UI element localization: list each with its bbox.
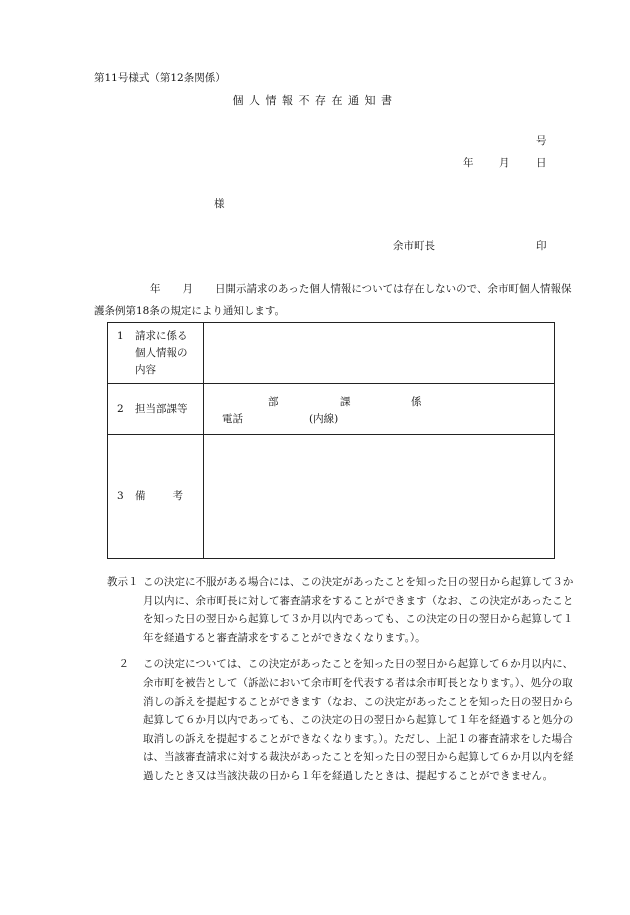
dept-extension: (内線): [309, 413, 339, 425]
instruction-1: [107, 573, 577, 647]
body-year-label: 年: [150, 283, 161, 295]
date-month-label: 月: [499, 157, 510, 169]
date-day-label: 日: [536, 157, 547, 169]
row1-label: 請求に係る個人情報の内容: [135, 329, 188, 376]
table-row-remarks: [108, 435, 555, 559]
table-row-request-content: [108, 323, 555, 384]
dept-phone: 電話: [222, 413, 243, 425]
sender-title: 余市町長: [393, 240, 435, 252]
dept-ka: 課: [340, 396, 351, 408]
document-title: 個人情報不存在通知書: [232, 94, 398, 107]
instruction-2: [107, 655, 577, 785]
instruction-2-text: この決定については、この決定があったことを知った日の翌日から起算して６か月以内に、余市町を被告として（訴訟において余市町を代表する者は余市町長となります。）、処分の取消しの訴えを提起することができます（なお、この決定があったことを知った日の翌日から起算して６か月以内であっても、この決定の日の翌日から起算して１年を経過すると処分の取消しの訴えを提起することができなくなります。）。ただし、上記１の審査請求をした場合は、当該審査請求に対する裁決があったことを知った日の翌日から起算して６か月以内を経過したとき又は当該決裁の日から１年を経過したときは、提起することができません。: [143, 658, 574, 782]
body-text: 日開示請求のあった個人情報については存在しないので、余市町個人情報保護条例第18条の規定により通知します。: [94, 283, 572, 317]
info-table: [107, 322, 555, 559]
body-month-label: 月: [182, 283, 193, 295]
department-fields: [204, 384, 554, 434]
instruction-1-head: 教示１: [107, 576, 139, 588]
date-year-label: 年: [463, 157, 474, 169]
instruction-1-text: この決定に不服がある場合には、この決定があったことを知った日の翌日から起算して３か月以内に、余市町長に対して審査請求をすることができます（なお、この決定があったことを知った日の翌日から起算して３か月以内であっても、この決定の日の翌日から起算して１年を経過すると審査請求をすることができなくなります。）。: [143, 576, 574, 644]
row3-label-a: 備: [135, 490, 146, 502]
table-row-department: [108, 384, 555, 435]
row1-number: 1: [117, 329, 124, 342]
instruction-2-head: ２: [118, 658, 129, 671]
document-number-label: 号: [536, 135, 547, 147]
dept-kakari: 係: [411, 396, 422, 408]
row2-label: 担当部課等: [135, 402, 188, 415]
recipient-honorific: 様: [214, 198, 225, 210]
notice-body: [94, 278, 574, 322]
row3-number: 3: [117, 490, 124, 502]
row3-value: [204, 435, 555, 559]
instructions: [107, 573, 577, 786]
row3-label-b: 考: [172, 490, 183, 502]
row1-value: [204, 323, 555, 384]
form-number: 第11号様式（第12条関係）: [94, 72, 226, 84]
row2-number: 2: [117, 402, 124, 415]
seal-mark: 印: [536, 240, 547, 252]
dept-bu: 部: [268, 396, 279, 408]
